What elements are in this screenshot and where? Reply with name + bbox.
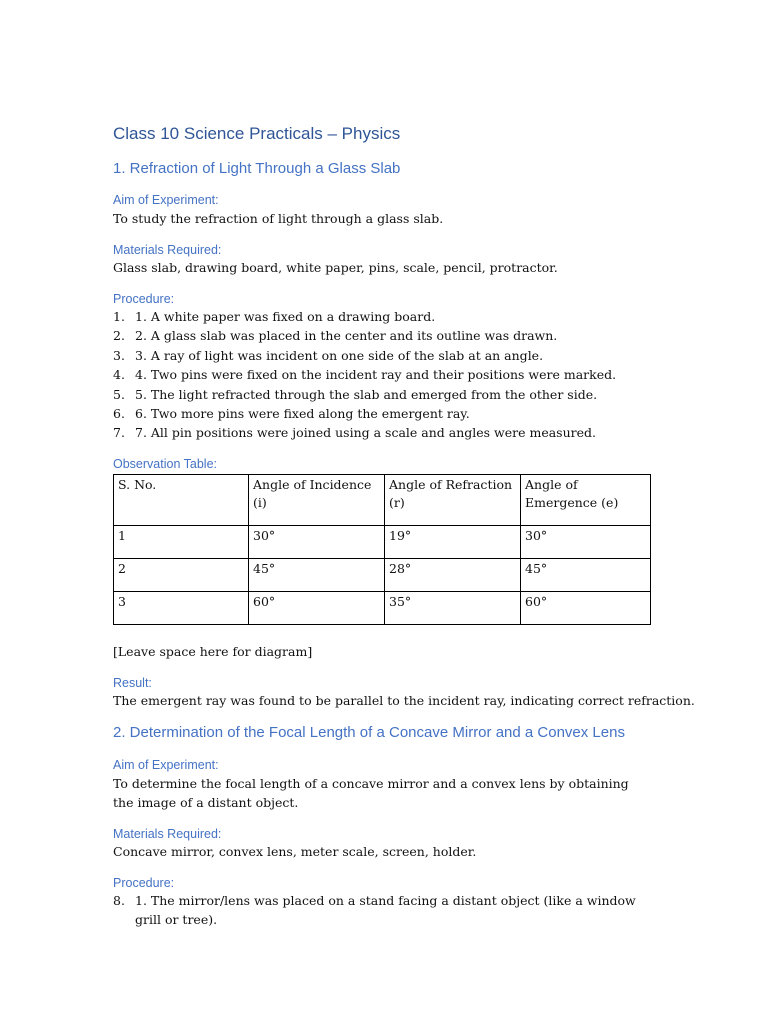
section1-procedure-label: Procedure:	[113, 292, 175, 306]
section2-procedure-list	[113, 891, 653, 929]
table-header-cell: Angle of Emergence (e)	[521, 475, 651, 526]
section1-materials-label: Materials Required:	[113, 243, 222, 257]
table-cell: 28°	[385, 559, 521, 592]
procedure-step-number: 2.	[113, 328, 125, 344]
section1-procedure-list	[113, 307, 653, 443]
procedure-step	[113, 891, 653, 929]
procedure-step	[113, 346, 653, 365]
section2-aim-label: Aim of Experiment:	[113, 758, 219, 772]
table-row	[114, 592, 651, 625]
section2-aim-text: To determine the focal length of a concave mirror and a convex lens by obtaining the image of a distant object.	[113, 776, 629, 810]
procedure-step-number: 1.	[113, 309, 125, 324]
section1-result-text: The emergent ray was found to be parallel to the incident ray, indicating correct refraction.	[113, 693, 695, 708]
table-row	[114, 526, 651, 559]
section1-aim-label: Aim of Experiment:	[113, 193, 219, 207]
observation-table	[113, 474, 651, 625]
procedure-step	[113, 385, 653, 404]
section2-materials-text: Concave mirror, convex lens, meter scale, screen, holder.	[113, 844, 477, 859]
procedure-step	[113, 326, 653, 345]
procedure-step-text: 1. The mirror/lens was placed on a stand facing a distant object (like a window grill or tree).	[135, 893, 636, 927]
procedure-step-number: 8.	[113, 893, 125, 908]
section1-heading: 1. Refraction of Light Through a Glass Slab	[113, 160, 401, 177]
table-cell: 30°	[249, 526, 385, 559]
procedure-step-number: 3.	[113, 347, 125, 363]
table-cell: 45°	[249, 559, 385, 592]
table-cell: 3	[114, 592, 249, 625]
procedure-step-text: 2. A glass slab was placed in the center and its outline was drawn.	[135, 328, 558, 344]
procedure-step	[113, 404, 653, 423]
procedure-step-text: 5. The light refracted through the slab and emerged from the other side.	[135, 386, 598, 402]
table-header-cell: S. No.	[114, 475, 249, 526]
procedure-step	[113, 365, 653, 384]
table-cell: 35°	[385, 592, 521, 625]
table-cell: 60°	[521, 592, 651, 625]
procedure-step-number: 7.	[113, 425, 125, 441]
procedure-step	[113, 307, 653, 326]
table-header-cell: Angle of Refraction (r)	[385, 475, 521, 526]
section1-result-label: Result:	[113, 676, 152, 690]
procedure-step-text: 4. Two pins were fixed on the incident ray and their positions were marked.	[135, 367, 617, 383]
procedure-step-number: 4.	[113, 367, 125, 383]
table-cell: 1	[114, 526, 249, 559]
section1-table-label: Observation Table:	[113, 457, 217, 471]
diagram-placeholder: [Leave space here for diagram]	[113, 644, 313, 659]
document-title: Class 10 Science Practicals – Physics	[113, 124, 401, 143]
procedure-step-number: 5.	[113, 386, 125, 402]
section2-materials-label: Materials Required:	[113, 827, 222, 841]
table-cell: 45°	[521, 559, 651, 592]
table-cell: 2	[114, 559, 249, 592]
procedure-step-text: 3. A ray of light was incident on one side of the slab at an angle.	[135, 347, 544, 363]
table-cell: 30°	[521, 526, 651, 559]
procedure-step-number: 6.	[113, 406, 125, 422]
procedure-step	[113, 423, 653, 442]
section1-materials-text: Glass slab, drawing board, white paper, pins, scale, pencil, protractor.	[113, 260, 558, 275]
table-row	[114, 559, 651, 592]
table-cell: 60°	[249, 592, 385, 625]
table-header-row	[114, 475, 651, 526]
section2-procedure-label: Procedure:	[113, 876, 175, 890]
procedure-step-text: 1. A white paper was fixed on a drawing board.	[135, 309, 436, 324]
section1-aim-text: To study the refraction of light through a glass slab.	[113, 211, 444, 226]
section2-heading: 2. Determination of the Focal Length of a Concave Mirror and a Convex Lens	[113, 724, 625, 741]
procedure-step-text: 7. All pin positions were joined using a scale and angles were measured.	[135, 425, 596, 441]
table-cell: 19°	[385, 526, 521, 559]
table-header-cell: Angle of Incidence (i)	[249, 475, 385, 526]
procedure-step-text: 6. Two more pins were fixed along the emergent ray.	[135, 406, 470, 422]
